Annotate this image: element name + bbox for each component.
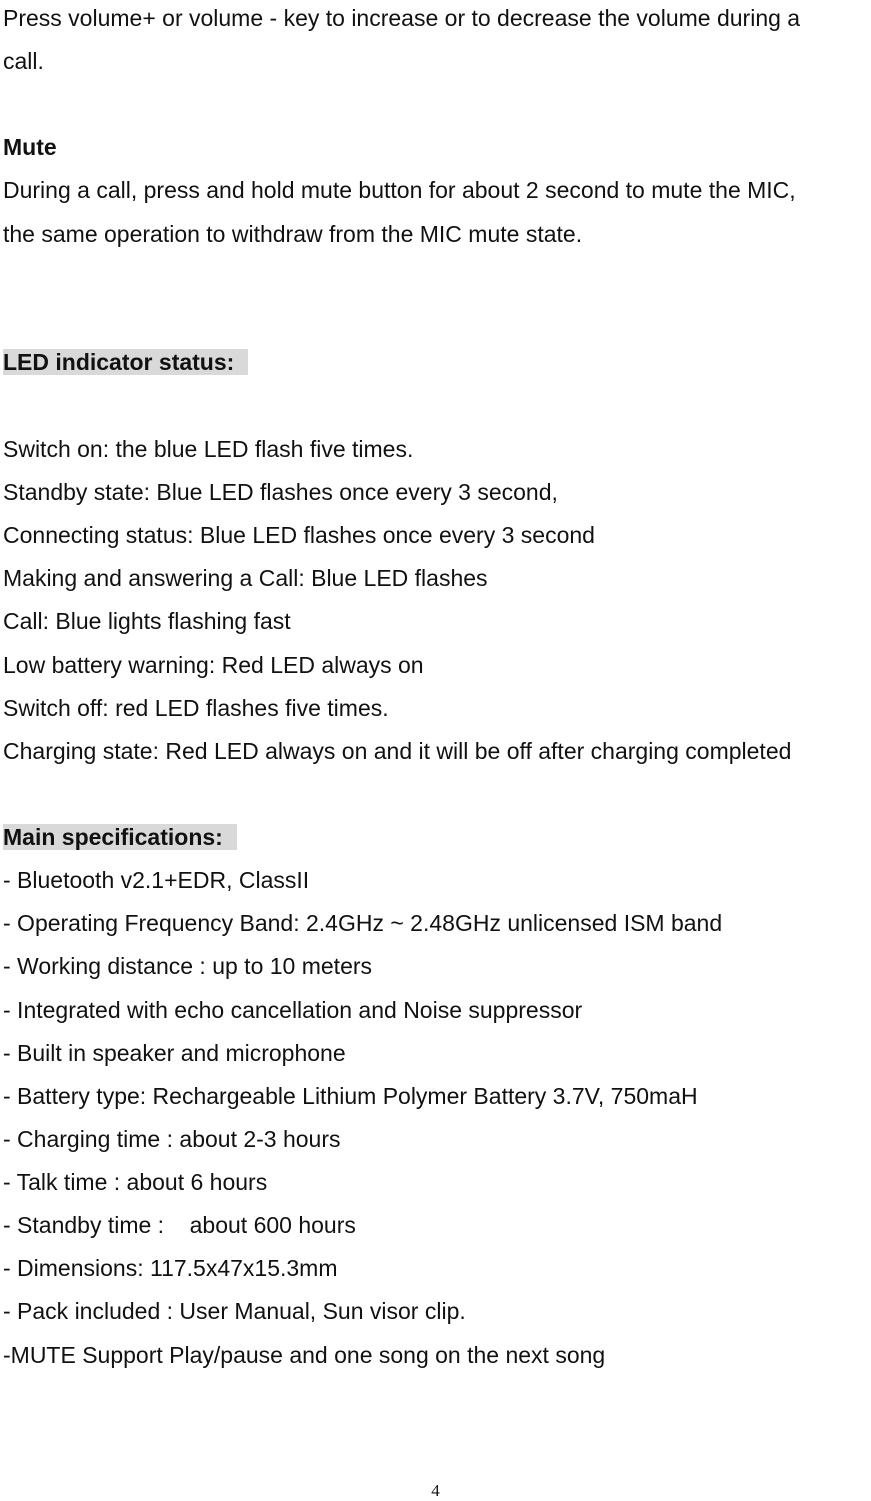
spec-item: - Pack included : User Manual, Sun visor clip. — [3, 1298, 466, 1324]
specs-heading — [3, 822, 237, 852]
led-heading — [3, 347, 248, 377]
mute-heading: Mute — [3, 134, 57, 160]
led-heading-text: LED indicator status: — [3, 349, 248, 375]
spec-item: - Charging time : about 2-3 hours — [3, 1126, 341, 1152]
spec-item: - Talk time : about 6 hours — [3, 1169, 268, 1195]
mute-line-1: During a call, press and hold mute button for about 2 second to mute the MIC, — [3, 177, 796, 203]
spec-item: - Working distance : up to 10 meters — [3, 953, 373, 979]
spec-item: - Integrated with echo cancellation and Noise suppressor — [3, 997, 583, 1023]
spec-item: - Battery type: Rechargeable Lithium Polymer Battery 3.7V, 750maH — [3, 1083, 698, 1109]
spec-item: - Operating Frequency Band: 2.4GHz ~ 2.48GHz unlicensed ISM band — [3, 910, 723, 936]
spec-item: - Standby time : about 600 hours — [3, 1212, 356, 1238]
led-item: Charging state: Red LED always on and it will be off after charging completed — [3, 738, 792, 764]
led-item: Standby state: Blue LED flashes once every 3 second, — [3, 479, 558, 505]
spec-item: - Built in speaker and microphone — [3, 1040, 346, 1066]
led-item: Switch off: red LED flashes five times. — [3, 695, 389, 721]
spec-item: - Bluetooth v2.1+EDR, ClassII — [3, 867, 310, 893]
led-item: Making and answering a Call: Blue LED flashes — [3, 565, 488, 591]
intro-line-2: call. — [3, 48, 44, 74]
intro-line-1: Press volume+ or volume - key to increase or to decrease the volume during a — [3, 5, 801, 31]
led-item: Low battery warning: Red LED always on — [3, 652, 424, 678]
led-item: Call: Blue lights flashing fast — [3, 608, 291, 634]
page-number: 4 — [431, 1481, 440, 1500]
specs-heading-text: Main specifications: — [3, 824, 237, 850]
led-item: Connecting status: Blue LED flashes once every 3 second — [3, 522, 595, 548]
mute-line-2: the same operation to withdraw from the MIC mute state. — [3, 221, 583, 247]
led-item: Switch on: the blue LED flash five times. — [3, 436, 414, 462]
spec-item: - Dimensions: 117.5x47x15.3mm — [3, 1255, 338, 1281]
spec-item: -MUTE Support Play/pause and one song on the next song — [3, 1342, 606, 1368]
